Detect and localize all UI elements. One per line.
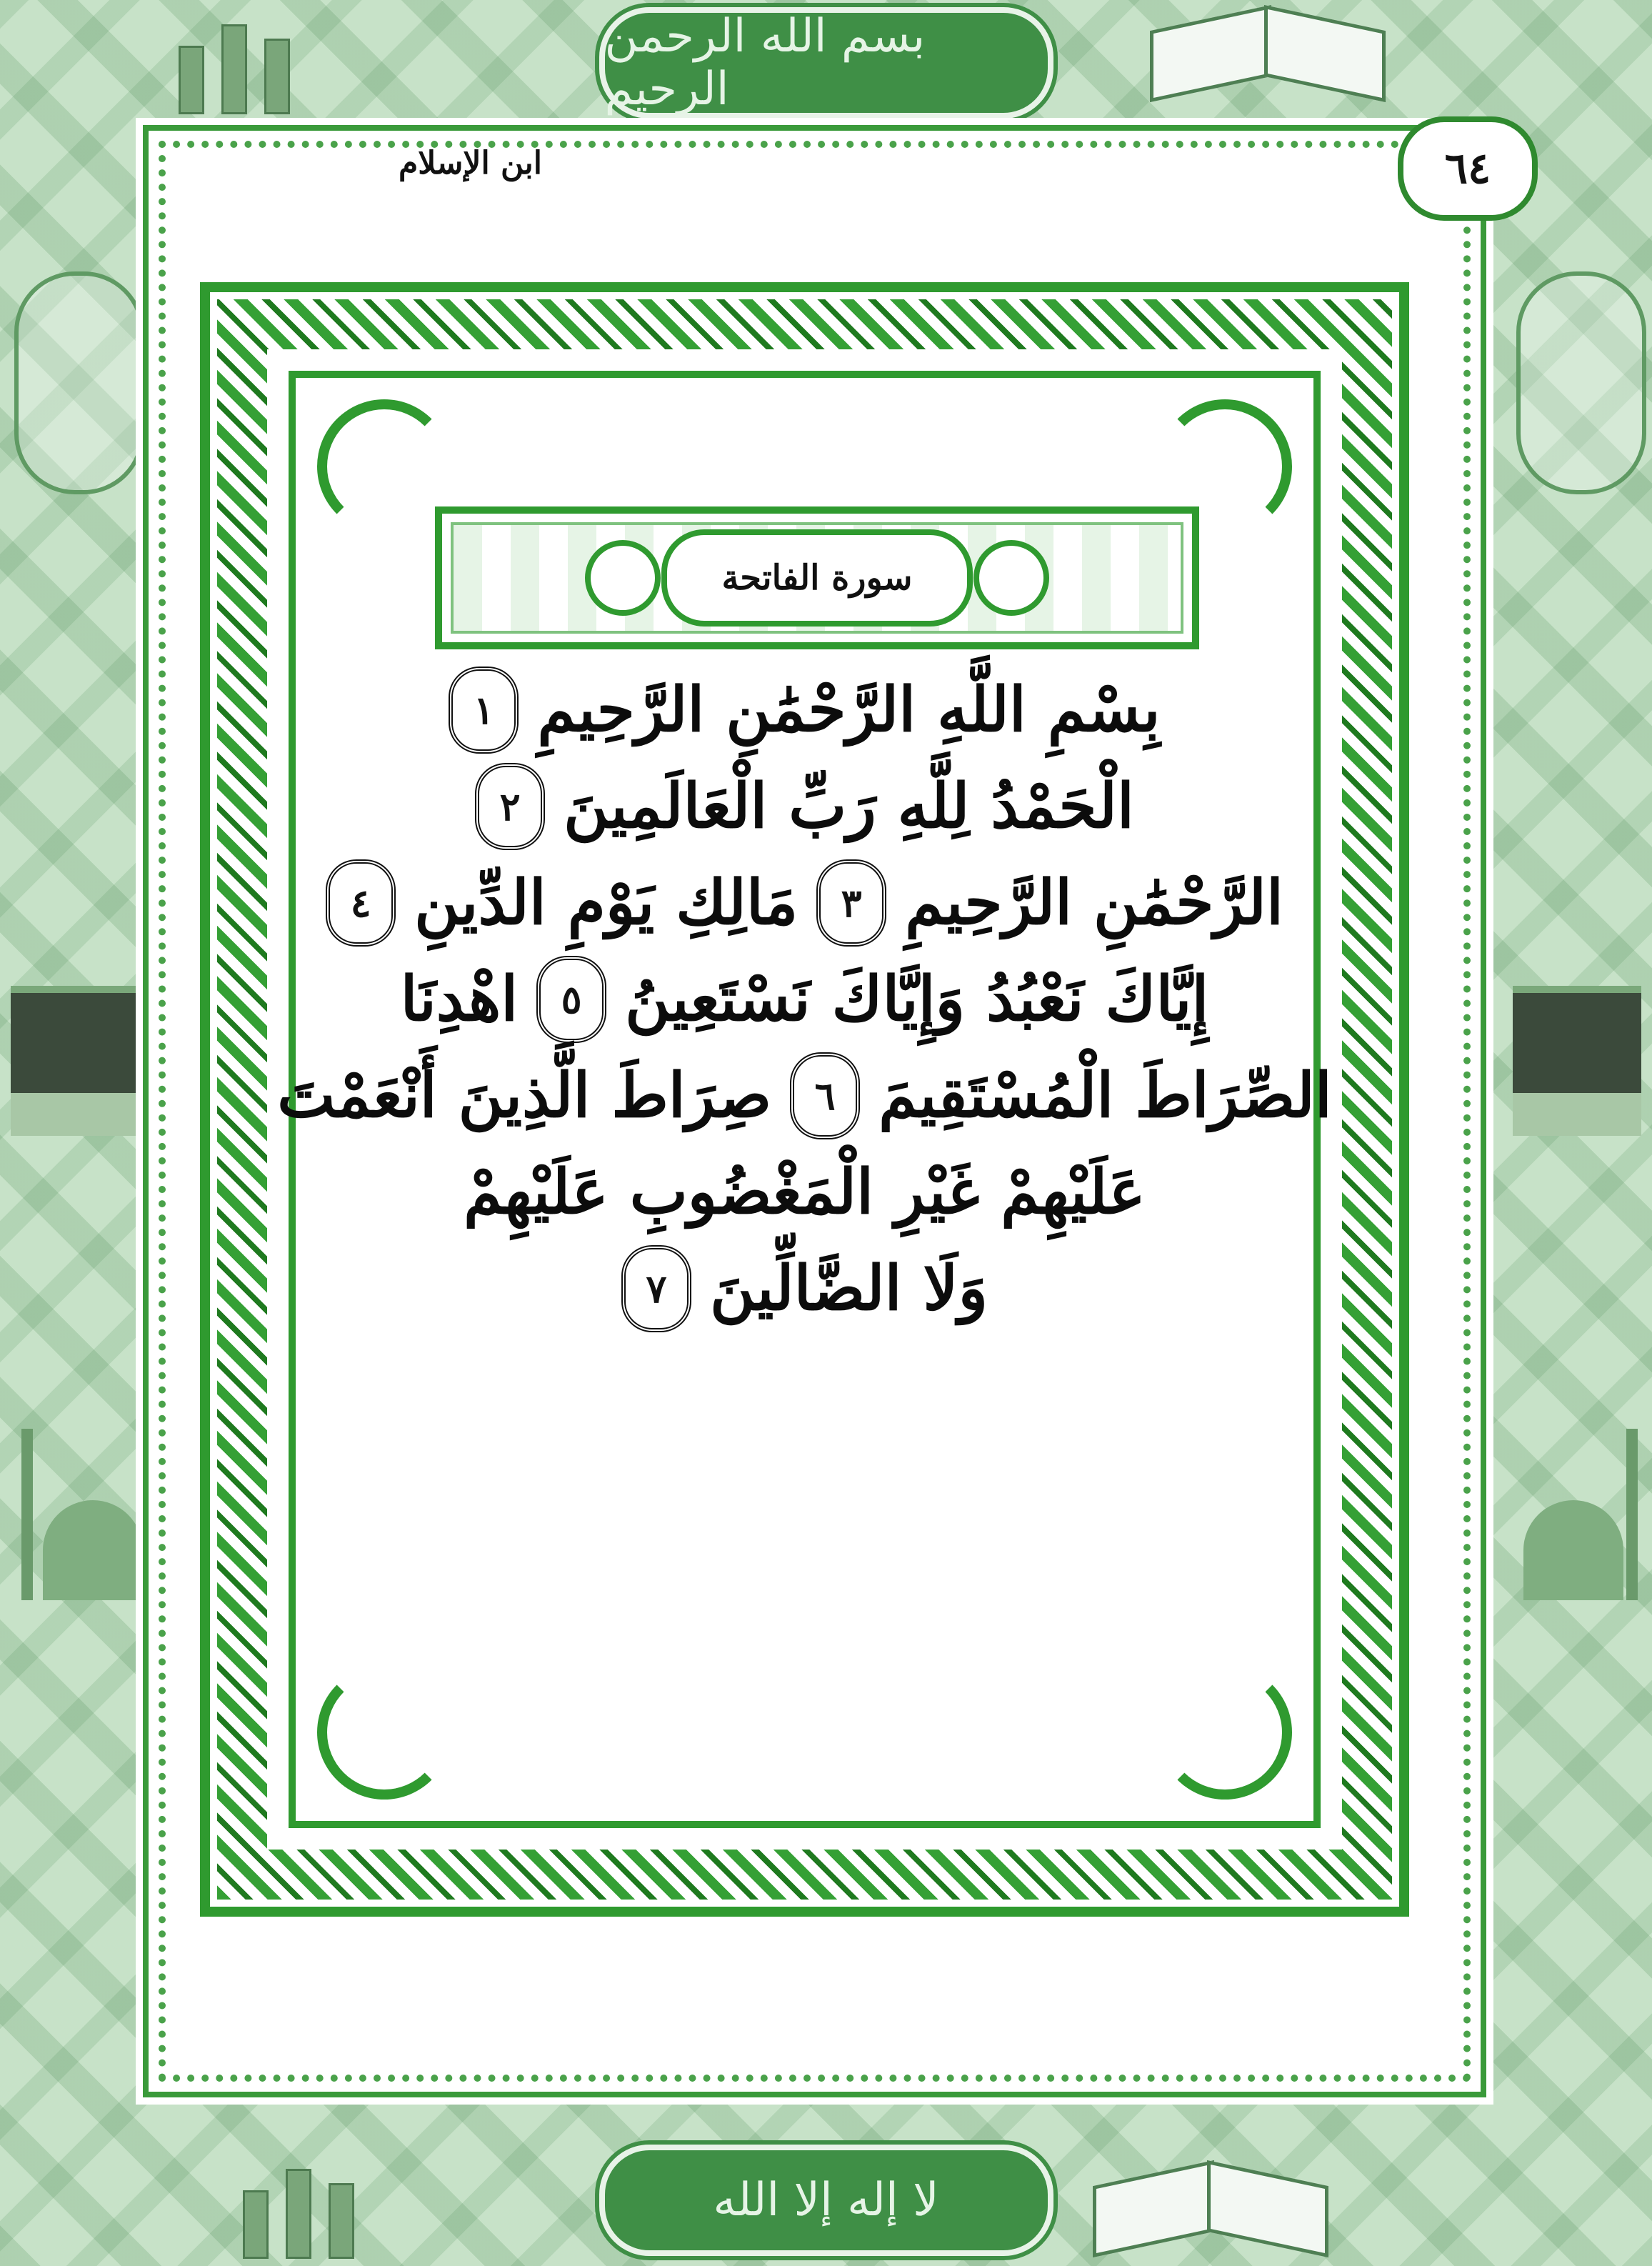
verse-text: إِيَّاكَ نَعْبُدُ وَإِيَّاكَ نَسْتَعِينُ	[625, 963, 1209, 1035]
ayah-number-marker: ٤	[326, 859, 396, 947]
kaaba-icon	[11, 986, 139, 1136]
ayah-number-marker: ١	[449, 667, 519, 754]
verse-line-6	[410, 1146, 1199, 1239]
ayah-number-marker: ٦	[790, 1052, 860, 1139]
verse-text: عَلَيْهِمْ غَيْرِ الْمَغْضُوبِ عَلَيْهِمْ	[464, 1156, 1146, 1228]
verse-line-2	[410, 760, 1199, 853]
open-book-icon	[1093, 2166, 1328, 2245]
verse-line-5	[277, 1049, 1332, 1142]
verse-line-7	[410, 1242, 1199, 1335]
kaaba-icon	[1513, 986, 1641, 1136]
verse-text: مَالِكِ يَوْمِ الدِّينِ	[414, 867, 799, 939]
ayah-number-marker: ٢	[475, 763, 545, 850]
open-book-icon	[1150, 11, 1386, 89]
right-side-decoration	[1502, 271, 1652, 1915]
ayah-number-marker: ٧	[621, 1245, 691, 1332]
verses-block	[277, 664, 1332, 1339]
candles-icon	[164, 0, 314, 114]
verse-line-3	[350, 857, 1283, 949]
verse-text: الصِّرَاطَ الْمُسْتَقِيمَ	[878, 1059, 1332, 1132]
verse-text: وَلَا الضَّالِّينَ	[710, 1252, 988, 1324]
top-ornament-band	[0, 0, 1652, 121]
surah-title-banner	[435, 506, 1199, 649]
verse-text: بِسْمِ اللَّهِ الرَّحْمَٰنِ الرَّحِيمِ	[537, 674, 1161, 746]
calligraphy-medallion-icon	[14, 271, 144, 494]
frame-inner-panel	[277, 371, 1332, 1828]
surah-title: سورة الفاتحة	[661, 529, 973, 627]
ornamental-frame	[200, 282, 1409, 1917]
top-bismillah-cartouche: بسم الله الرحمن الرحيم	[599, 7, 1053, 119]
ayah-number-marker: ٣	[816, 859, 886, 947]
left-side-decoration	[0, 271, 150, 1915]
ring-ornament-icon	[973, 540, 1049, 616]
corner-floral-icon	[317, 399, 451, 534]
ring-ornament-icon	[585, 540, 661, 616]
ayah-number-marker: ٥	[536, 956, 606, 1043]
mosque-dome-icon	[14, 1414, 143, 1600]
verse-line-1	[410, 664, 1199, 757]
book-title: ابن الإسلام	[399, 145, 542, 181]
corner-floral-icon	[1158, 1665, 1292, 1800]
calligraphy-medallion-icon	[1516, 271, 1646, 494]
page-number-badge: ٦٤	[1398, 116, 1538, 221]
corner-floral-icon	[317, 1665, 451, 1800]
bottom-shahada-cartouche: لا إله إلا الله	[599, 2145, 1053, 2256]
bottom-ornament-band	[0, 2145, 1652, 2266]
verse-text: الْحَمْدُ لِلَّهِ رَبِّ الْعَالَمِينَ	[564, 770, 1134, 842]
candles-icon	[229, 2145, 379, 2259]
verse-text: الرَّحْمَٰنِ الرَّحِيمِ	[905, 867, 1283, 939]
verse-line-4	[400, 953, 1209, 1046]
verse-text: صِرَاطَ الَّذِينَ أَنْعَمْتَ	[277, 1059, 772, 1132]
mosque-dome-icon	[1516, 1414, 1645, 1600]
verse-text: اهْدِنَا	[400, 963, 519, 1035]
